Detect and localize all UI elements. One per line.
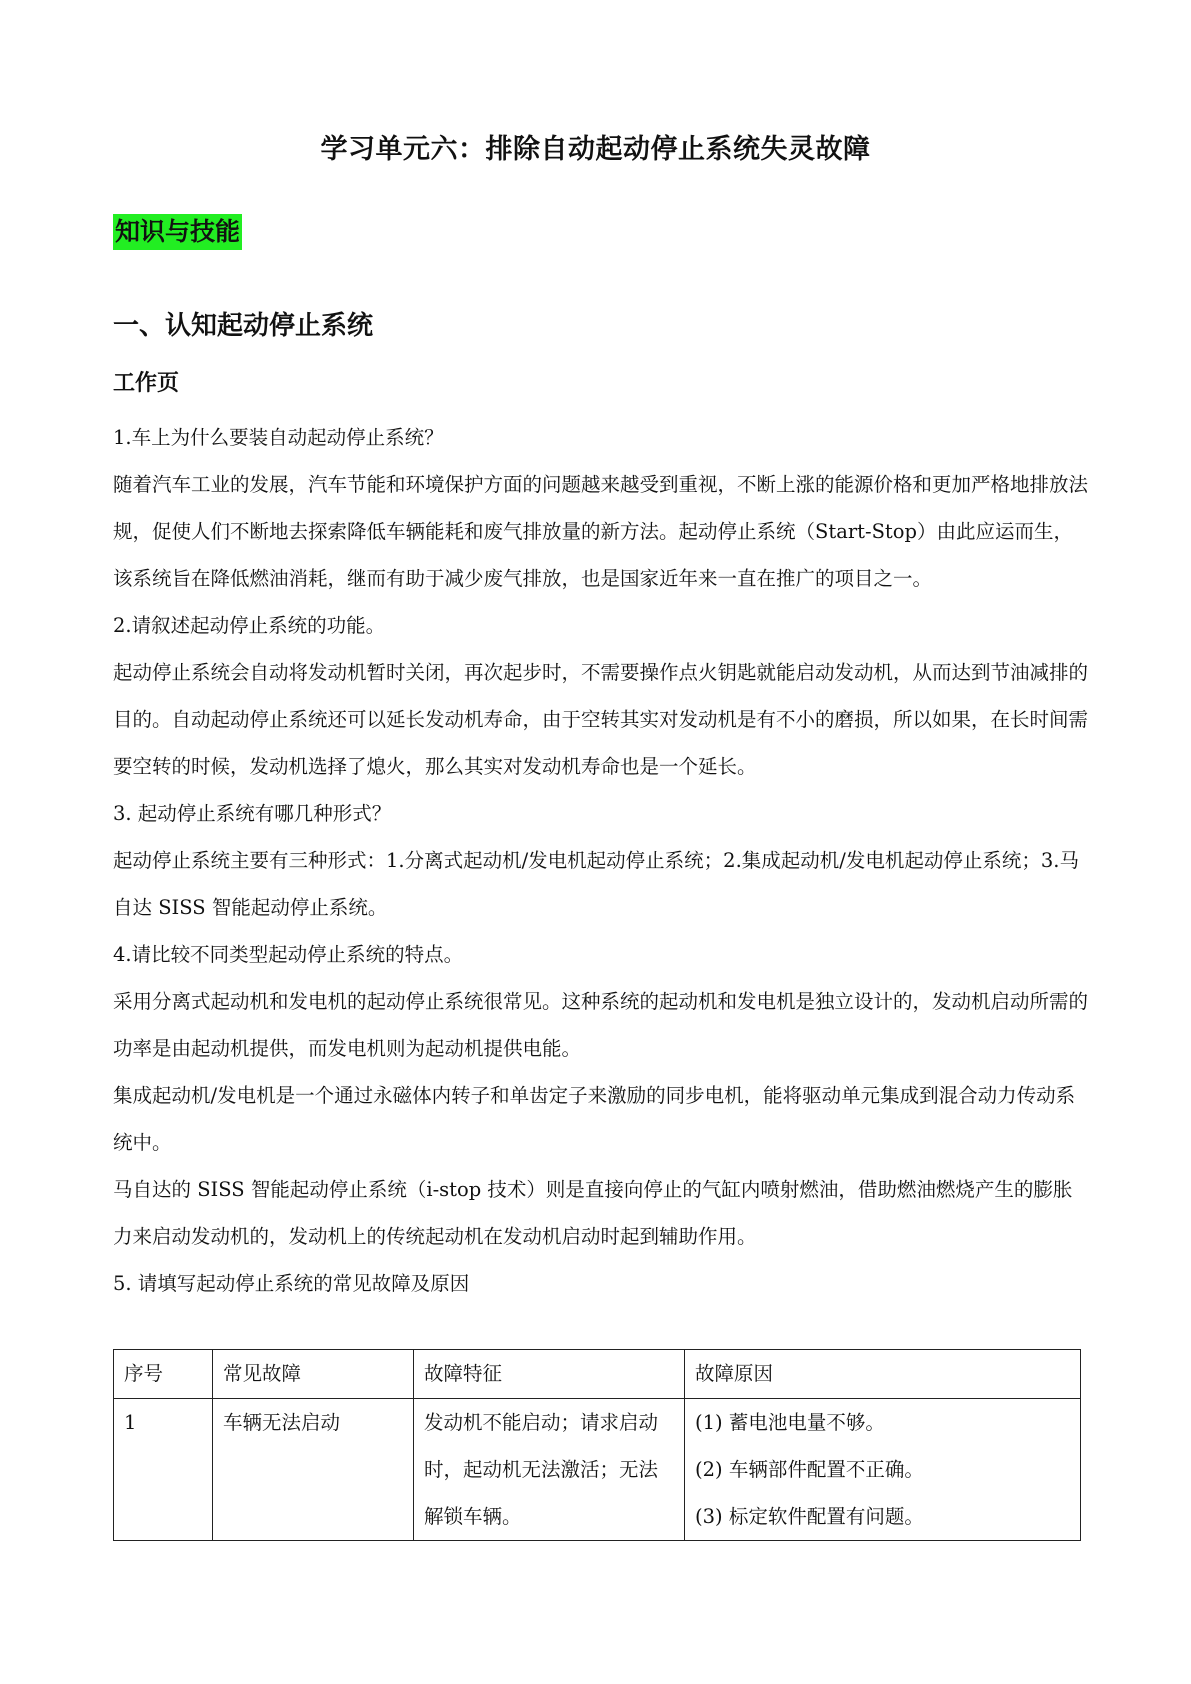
header-fault: 常见故障 bbox=[213, 1350, 414, 1399]
body-text bbox=[113, 414, 1088, 1307]
cause-item: (1) 蓄电池电量不够。 bbox=[695, 1411, 885, 1434]
cause-item: (3) 标定软件配置有问题。 bbox=[695, 1505, 924, 1528]
highlighted-heading: 知识与技能 bbox=[113, 214, 242, 250]
section-heading: 一、认知起动停止系统 bbox=[113, 311, 374, 341]
cell-feature: 发动机不能启动；请求启动时，起动机无法激活；无法解锁车辆。 bbox=[414, 1399, 685, 1541]
cell-causes bbox=[685, 1399, 1081, 1541]
document-title: 学习单元六：排除自动起动停止系统失灵故障 bbox=[320, 134, 871, 165]
cause-item: (2) 车辆部件配置不正确。 bbox=[695, 1458, 924, 1481]
question-2: 2.请叙述起动停止系统的功能。 bbox=[113, 614, 386, 637]
answer-1: 随着汽车工业的发展，汽车节能和环境保护方面的问题越来越受到重视，不断上涨的能源价格和更加严格地排放法规，促使人们不断地去探索降低车辆能耗和废气排放量的新方法。起动停止系统（Start-Stop）由此应运而生，该系统旨在降低燃油消耗，继而有助于减少废气排放，也是国家近年来一直在推广的项目之一。 bbox=[113, 473, 1089, 590]
answer-4-siss: 马自达的 SISS 智能起动停止系统（i-stop 技术）则是直接向停止的气缸内喷射燃油，借助燃油燃烧产生的膨胀力来启动发动机的，发动机上的传统起动机在发动机启动时起到辅助作用。 bbox=[113, 1178, 1073, 1248]
cell-fault: 车辆无法启动 bbox=[213, 1399, 414, 1541]
header-cause: 故障原因 bbox=[685, 1350, 1081, 1399]
answer-2: 起动停止系统会自动将发动机暂时关闭，再次起步时，不需要操作点火钥匙就能启动发动机，从而达到节油减排的目的。自动起动停止系统还可以延长发动机寿命，由于空转其实对发动机是有不小的磨损，所以如果，在长时间需要空转的时候，发动机选择了熄火，那么其实对发动机寿命也是一个延长。 bbox=[113, 661, 1089, 778]
question-4: 4.请比较不同类型起动停止系统的特点。 bbox=[113, 943, 464, 966]
question-3: 3. 起动停止系统有哪几种形式？ bbox=[113, 802, 392, 825]
question-1: 1.车上为什么要装自动起动停止系统？ bbox=[113, 426, 444, 449]
header-feature: 故障特征 bbox=[414, 1350, 685, 1399]
answer-4-separate: 采用分离式起动机和发电机的起动停止系统很常见。这种系统的起动机和发电机是独立设计的，发动机启动所需的功率是由起动机提供，而发电机则为起动机提供电能。 bbox=[113, 990, 1089, 1060]
answer-3: 起动停止系统主要有三种形式：1.分离式起动机/发电机起动停止系统；2.集成起动机/发电机起动停止系统；3.马自达 SISS 智能起动停止系统。 bbox=[113, 849, 1079, 919]
fault-table bbox=[113, 1349, 1081, 1541]
header-no: 序号 bbox=[114, 1350, 213, 1399]
answer-4-integrated: 集成起动机/发电机是一个通过永磁体内转子和单齿定子来激励的同步电机，能将驱动单元集成到混合动力传动系统中。 bbox=[113, 1084, 1076, 1154]
table-header-row bbox=[114, 1350, 1081, 1399]
table-row bbox=[114, 1399, 1081, 1541]
question-5: 5. 请填写起动停止系统的常见故障及原因 bbox=[113, 1272, 470, 1295]
subsection-heading: 工作页 bbox=[113, 371, 180, 396]
cell-no: 1 bbox=[114, 1399, 213, 1541]
